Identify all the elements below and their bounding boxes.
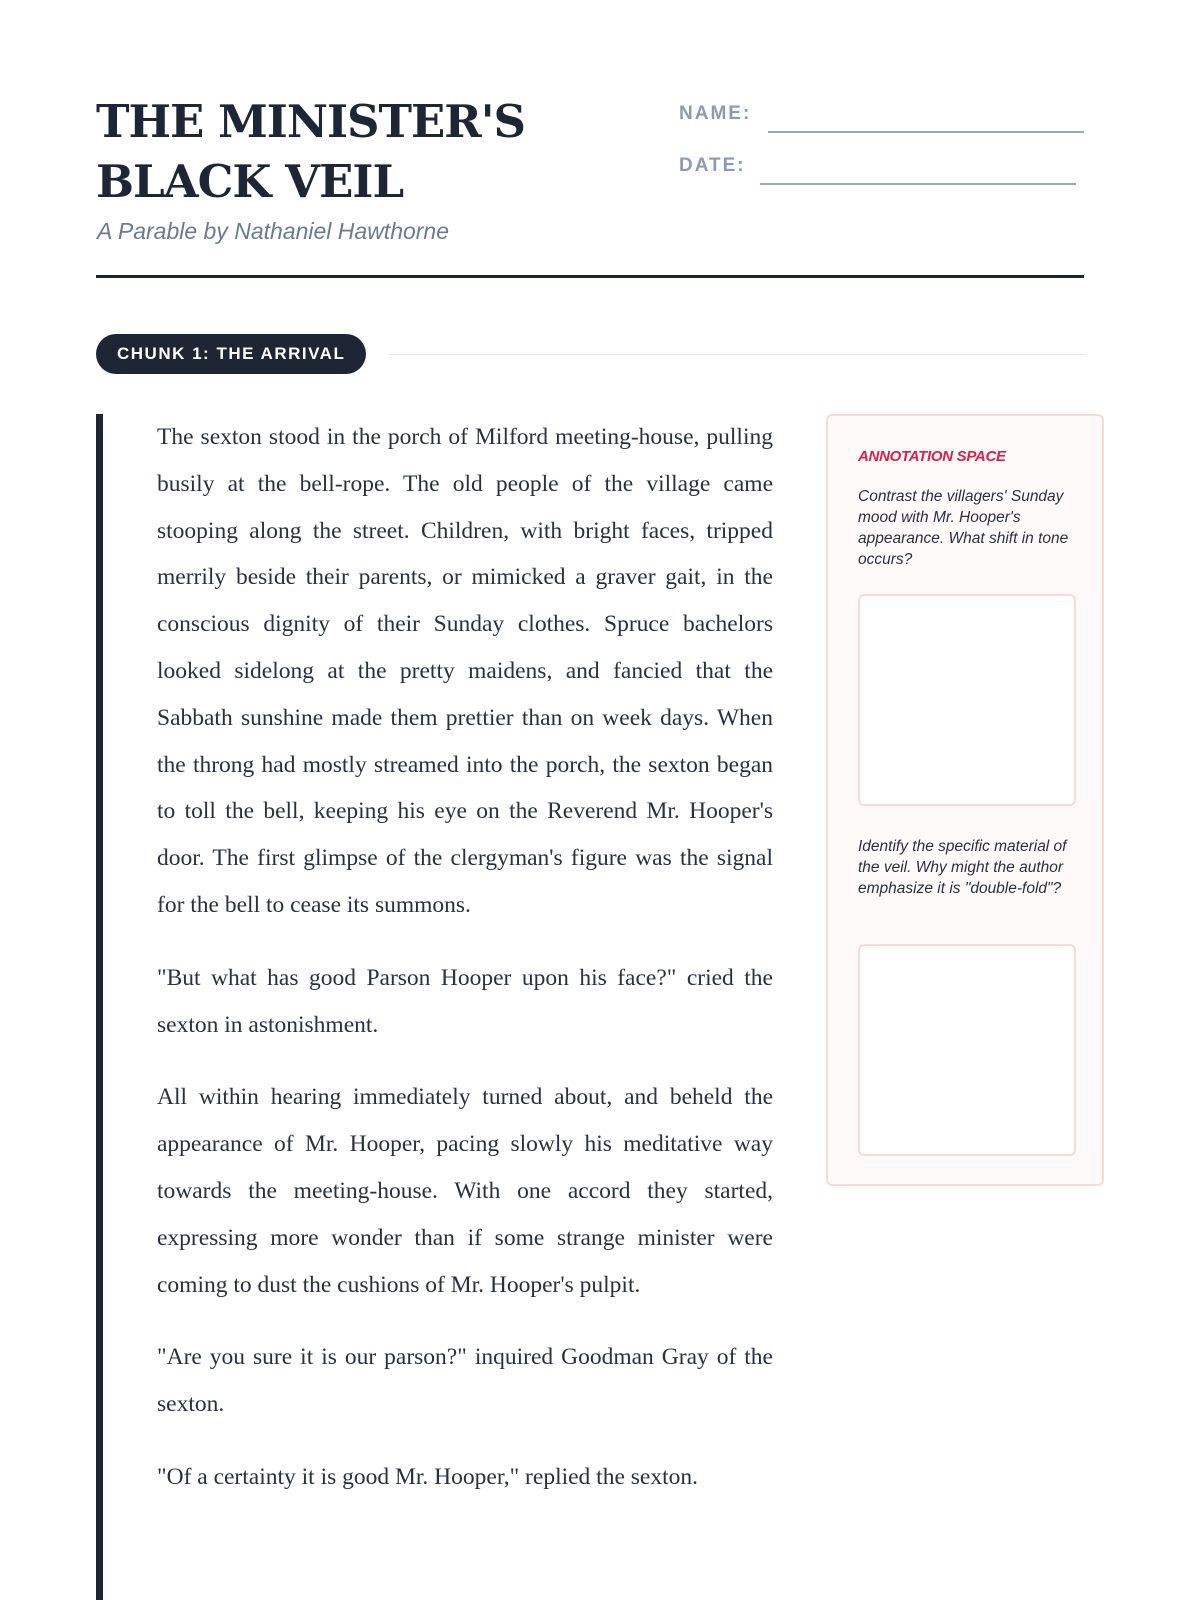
reading-paragraph: "But what has good Parson Hooper upon his face?" cried the sexton in astonishment. [157,964,773,1038]
reading-paragraph: "Of a certainty it is good Mr. Hooper," replied the sexton. [157,1463,698,1490]
reading-passage [157,414,773,1527]
reading-paragraph: The sexton stood in the porch of Milford meeting-house, pulling busily at the bell-rope. The old people of the village came stooping along the street. Children, with bright faces, tripped merrily beside their parents, or mimicked a graver gait, in the conscious dignity of their Sunday clothes. Spruce bachelors looked sidelong at the pretty maidens, and fancied that the Sabbath sunshine made them prettier than on week days. When the throng had mostly streamed into the porch, the sexton began to toll the bell, keeping his eye on the Reverend Mr. Hooper's door. The first glimpse of the clergyman's figure was the signal for the bell to cease its summons. [157,424,773,918]
page-title: THE MINISTER'S BLACK VEIL [96,95,525,208]
date-label: DATE: [679,155,746,176]
reading-accent-bar [96,414,103,1600]
date-field[interactable] [760,183,1076,185]
annotation-prompt: Contrast the villagers' Sunday mood with Mr. Hooper's appearance. What shift in tone occurs? [858,488,1069,568]
annotation-answer-box[interactable] [858,944,1076,1156]
annotation-prompt: Identify the specific material of the veil. Why might the author emphasize it is "double-fold"? [858,838,1067,897]
annotation-title: ANNOTATION SPACE [858,448,1006,465]
chunk-badge: CHUNK 1: THE ARRIVAL [96,334,366,374]
annotation-panel [826,414,1104,1186]
chunk-divider [389,354,1084,355]
name-field[interactable] [768,131,1084,133]
annotation-answer-box[interactable] [858,594,1076,806]
reading-paragraph: All within hearing immediately turned about, and beheld the appearance of Mr. Hooper, pacing slowly his meditative way towards the meeting-house. With one accord they started, expressing more wonder than if some strange minister were coming to dust the cushions of Mr. Hooper's pulpit. [157,1084,773,1298]
page-subtitle: A Parable by Nathaniel Hawthorne [97,218,450,244]
reading-paragraph: "Are you sure it is our parson?" inquired Goodman Gray of the sexton. [157,1344,773,1418]
name-label: NAME: [679,103,752,124]
header-divider [96,275,1084,278]
